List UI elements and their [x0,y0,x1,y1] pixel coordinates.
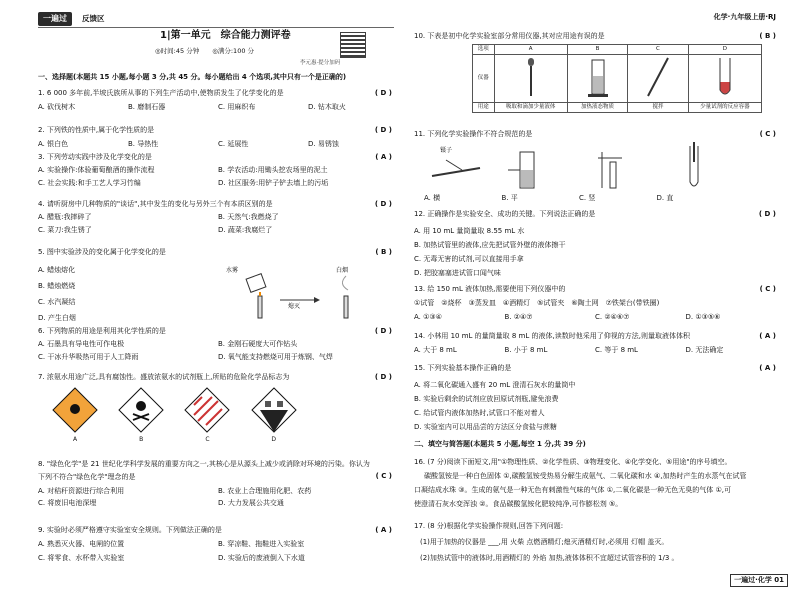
answer-15: ( A ) [759,364,776,372]
exam-meta: ◎时间:45 分钟 ◎满分:100 分 [155,47,255,55]
question-13: 13. 给 150 mL 液体加热,需要使用下列仪器中的 ( C ) ①试管 ②烧杯 ③蒸发皿 ④酒精灯 ⑤试管夹 ⑥陶土网 ⑦铁架台(带铁圈) A. ①③④ B. ②④⑦ C. ②④⑥⑦ D. ①③⑤⑥ [414,285,776,321]
answer-12: ( D ) [758,210,776,218]
right-column [404,0,800,595]
answer-3: ( A ) [375,153,392,161]
question-1: 1. 6 000 多年前,半坡氏族所从事的下列生产活动中,使物质发生了化学变化的是 ( D ) A. 砍伐树木 B. 磨制石器 C. 用麻织布 D. 钻木取火 [38,89,392,111]
answer-7: ( D ) [374,373,392,381]
question-3: 3. 下列劳动实践中涉及化学变化的是 ( A ) A. 实验操作:体验葡萄酿酒的操作流程 B. 学农活动:用锄头挖农场里的泥土 C. 社会实践:和手工艺人学习竹编 D. 社区服务:用铲子铲去墙上的污垢 [38,153,392,187]
page-header [38,12,394,28]
question-14: 14. 小林用 10 mL 的量筒量取 8 mL 的液体,读数时他采用了仰视的方法,则量取液体体积 ( A ) A. 大于 8 mL B. 小于 8 mL C. 等于 8 mL D. 无法确定 [414,332,776,354]
glass-rod-icon [638,56,678,98]
question-12: 12. 正确操作是实验安全、成功的关键。下列说法正确的是 ( D ) A. 用 10 mL 量筒量取 8.55 mL 水 B. 加热试管里的液体,应先把试管外壁的液体擦干 C. 无毒无害的试剂,可以直接用手拿 D. 把胶塞塞进试管口闻气味 [414,210,776,277]
toxic-sign-icon: B [118,387,164,433]
fig-label-extinguish: 熄灭 [288,303,301,310]
question-17: 17. (8 分)根据化学实验操作规则,回答下列问题: (1)用于加热的仪器是 ___,用 火柴 点燃酒精灯;熄灭酒精灯时,必须用 灯帽 盖灭。 (2)加热试管中的液体时,用酒精灯的 外焰 加热,液体体积不宜超过试管容积的 1/3 。 [414,522,679,562]
answer-5: ( B ) [375,248,392,256]
answer-10: ( B ) [759,32,776,40]
answer-1: ( D ) [374,89,392,97]
corrosive-sign-icon: D [251,387,297,433]
question-4: 4. 请听厨房中几种物质的"谈话",其中发生的变化与另外三个有本质区别的是 ( D ) A. 醋瓶:我摔碎了 B. 天然气:我燃烧了 C. 菜刀:我生锈了 D. 蔬菜:我腐烂了 [38,200,392,234]
question-11: 11. 下列化学实验操作不符合规范的是 ( C ) 镊子 A. 横 B. 平 C. 竖 D. 直 [414,130,776,202]
question-5: 5. 图中实验涉及的变化属于化学变化的是 ( B ) A. 蜡烛熔化 B. 蜡烛燃烧 C. 水汽凝结 D. 产生白烟 水雾 熄灭 白烟 [38,248,398,324]
subject-label: 化学·九年级上册·RJ [713,13,776,21]
fig-label-smoke: 白烟 [336,267,349,274]
candle-experiment-figure [218,260,378,326]
explosive-sign-icon: A [52,387,98,433]
answer-4: ( D ) [374,200,392,208]
lab-operation-figures [422,142,752,194]
right-header [404,12,776,27]
question-10: 10. 下表是初中化学实验室部分常用仪器,其对应用途有误的是 ( B ) 选项 A B C D 仪器 用途 吸取和滴加少量液体 加热液态物质 搅拌 少量试剂的反应容器 [414,32,776,41]
page-footer: 一遍过·化学 01 [730,574,788,587]
brand-logo: 一遍过 [38,12,72,26]
fig-label-mist: 水雾 [226,267,239,274]
flammable-solid-sign-icon: C [184,387,230,433]
answer-11: ( C ) [759,130,776,138]
answer-13: ( C ) [759,285,776,293]
qr-code-icon[interactable] [340,32,366,58]
instrument-table: 选项 A B C D 仪器 用途 吸取和滴加少量液体 加热液态物质 搅拌 少量试剂的反应容器 [472,44,762,113]
question-2: 2. 下列铁的性质中,属于化学性质的是 ( D ) A. 银白色 B. 导热性 C. 延展性 D. 易锈蚀 [38,126,392,148]
question-7: 7. 浓氨水用途广泛,具有腐蚀性。盛放浓氨水的试剂瓶上,所贴的危险化学品标志为 ( D ) A B C D [38,373,392,443]
answer-9: ( A ) [375,526,392,534]
question-16: 16. (7 分)阅读下面短文,用"①物理性质、②化学性质、③物理变化、④化学变化、⑤用途"的序号填空。 碳酸氢铵是一种白色固体 ①,碳酸氢铵受热易分解生成氨气、二氧化碳和水 ④,加热时产生的水蒸气在试管 口凝结成水珠 ③。生成的氨气是一种无色有刺激性气味的气体 ①,二氧化碳是一种无色无臭的气体 ①,可 使澄清石灰水变浑浊 ②。食品碳酸氢铵化肥较纯净,可作膨松剂 ⑤。 [414,458,747,508]
test-tube-icon [705,56,745,98]
question-9: 9. 实验时必须严格遵守实验室安全规则。下列做法正确的是 ( A ) A. 熟悉灭火器、电闸的位置 B. 穿凉鞋、拖鞋进入实验室 C. 将零食、水杯带入实验室 D. 实验后的废液倒入下水道 [38,526,392,562]
section1-heading: 一、选择题(本题共 15 小题,每小题 3 分,共 45 分。每小题给出 4 个选项,其中只有一个是正确的) [38,73,347,81]
section-label: 反馈区 [82,14,105,23]
question-8: 8. "绿色化学"是 21 世纪化学科学发展的重要方向之一,其核心是从源头上减少或消除对环境的污染。你认为 下列不符合"绿色化学"理念的是 ( C ) A. 对秸秆资源进行综合利用 B. 农业上合理施用化肥、农药 C. 将废旧电池深埋 D. 大力发展公共交通 [38,460,392,508]
tweezers-label: 镊子 [440,147,453,154]
answer-6: ( D ) [374,327,392,335]
answer-2: ( D ) [374,126,392,134]
dropper-icon [511,56,551,98]
unit-title: 1|第一单元 综合能力测评卷 [160,30,291,41]
answer-8: ( C ) [375,472,392,480]
question-15: 15. 下列实验基本操作正确的是 ( A ) A. 将二氧化碳通入盛有 20 mL 澄清石灰水的量筒中 B. 实验后剩余的试剂应放回原试剂瓶,避免浪费 C. 给试管内液体加热时,试管口不能对着人 D. 实验室内可以用品尝的方法区分食盐与蔗糖 [414,364,776,431]
question-6: 6. 下列物质的用途是利用其化学性质的是 ( D ) A. 石墨具有导电性可作电极 B. 金刚石硬度大可作钻头 C. 干冰升华吸热可用于人工降雨 D. 氧气能支持燃烧可用于炼钢、气焊 [38,327,392,361]
graduated-cylinder-icon [578,56,618,98]
author-note: 李元惠·提分加码 [300,60,341,66]
answer-14: ( A ) [759,332,776,340]
section2-heading: 二、填空与简答题(本题共 5 小题,每空 1 分,共 39 分) [414,440,586,448]
